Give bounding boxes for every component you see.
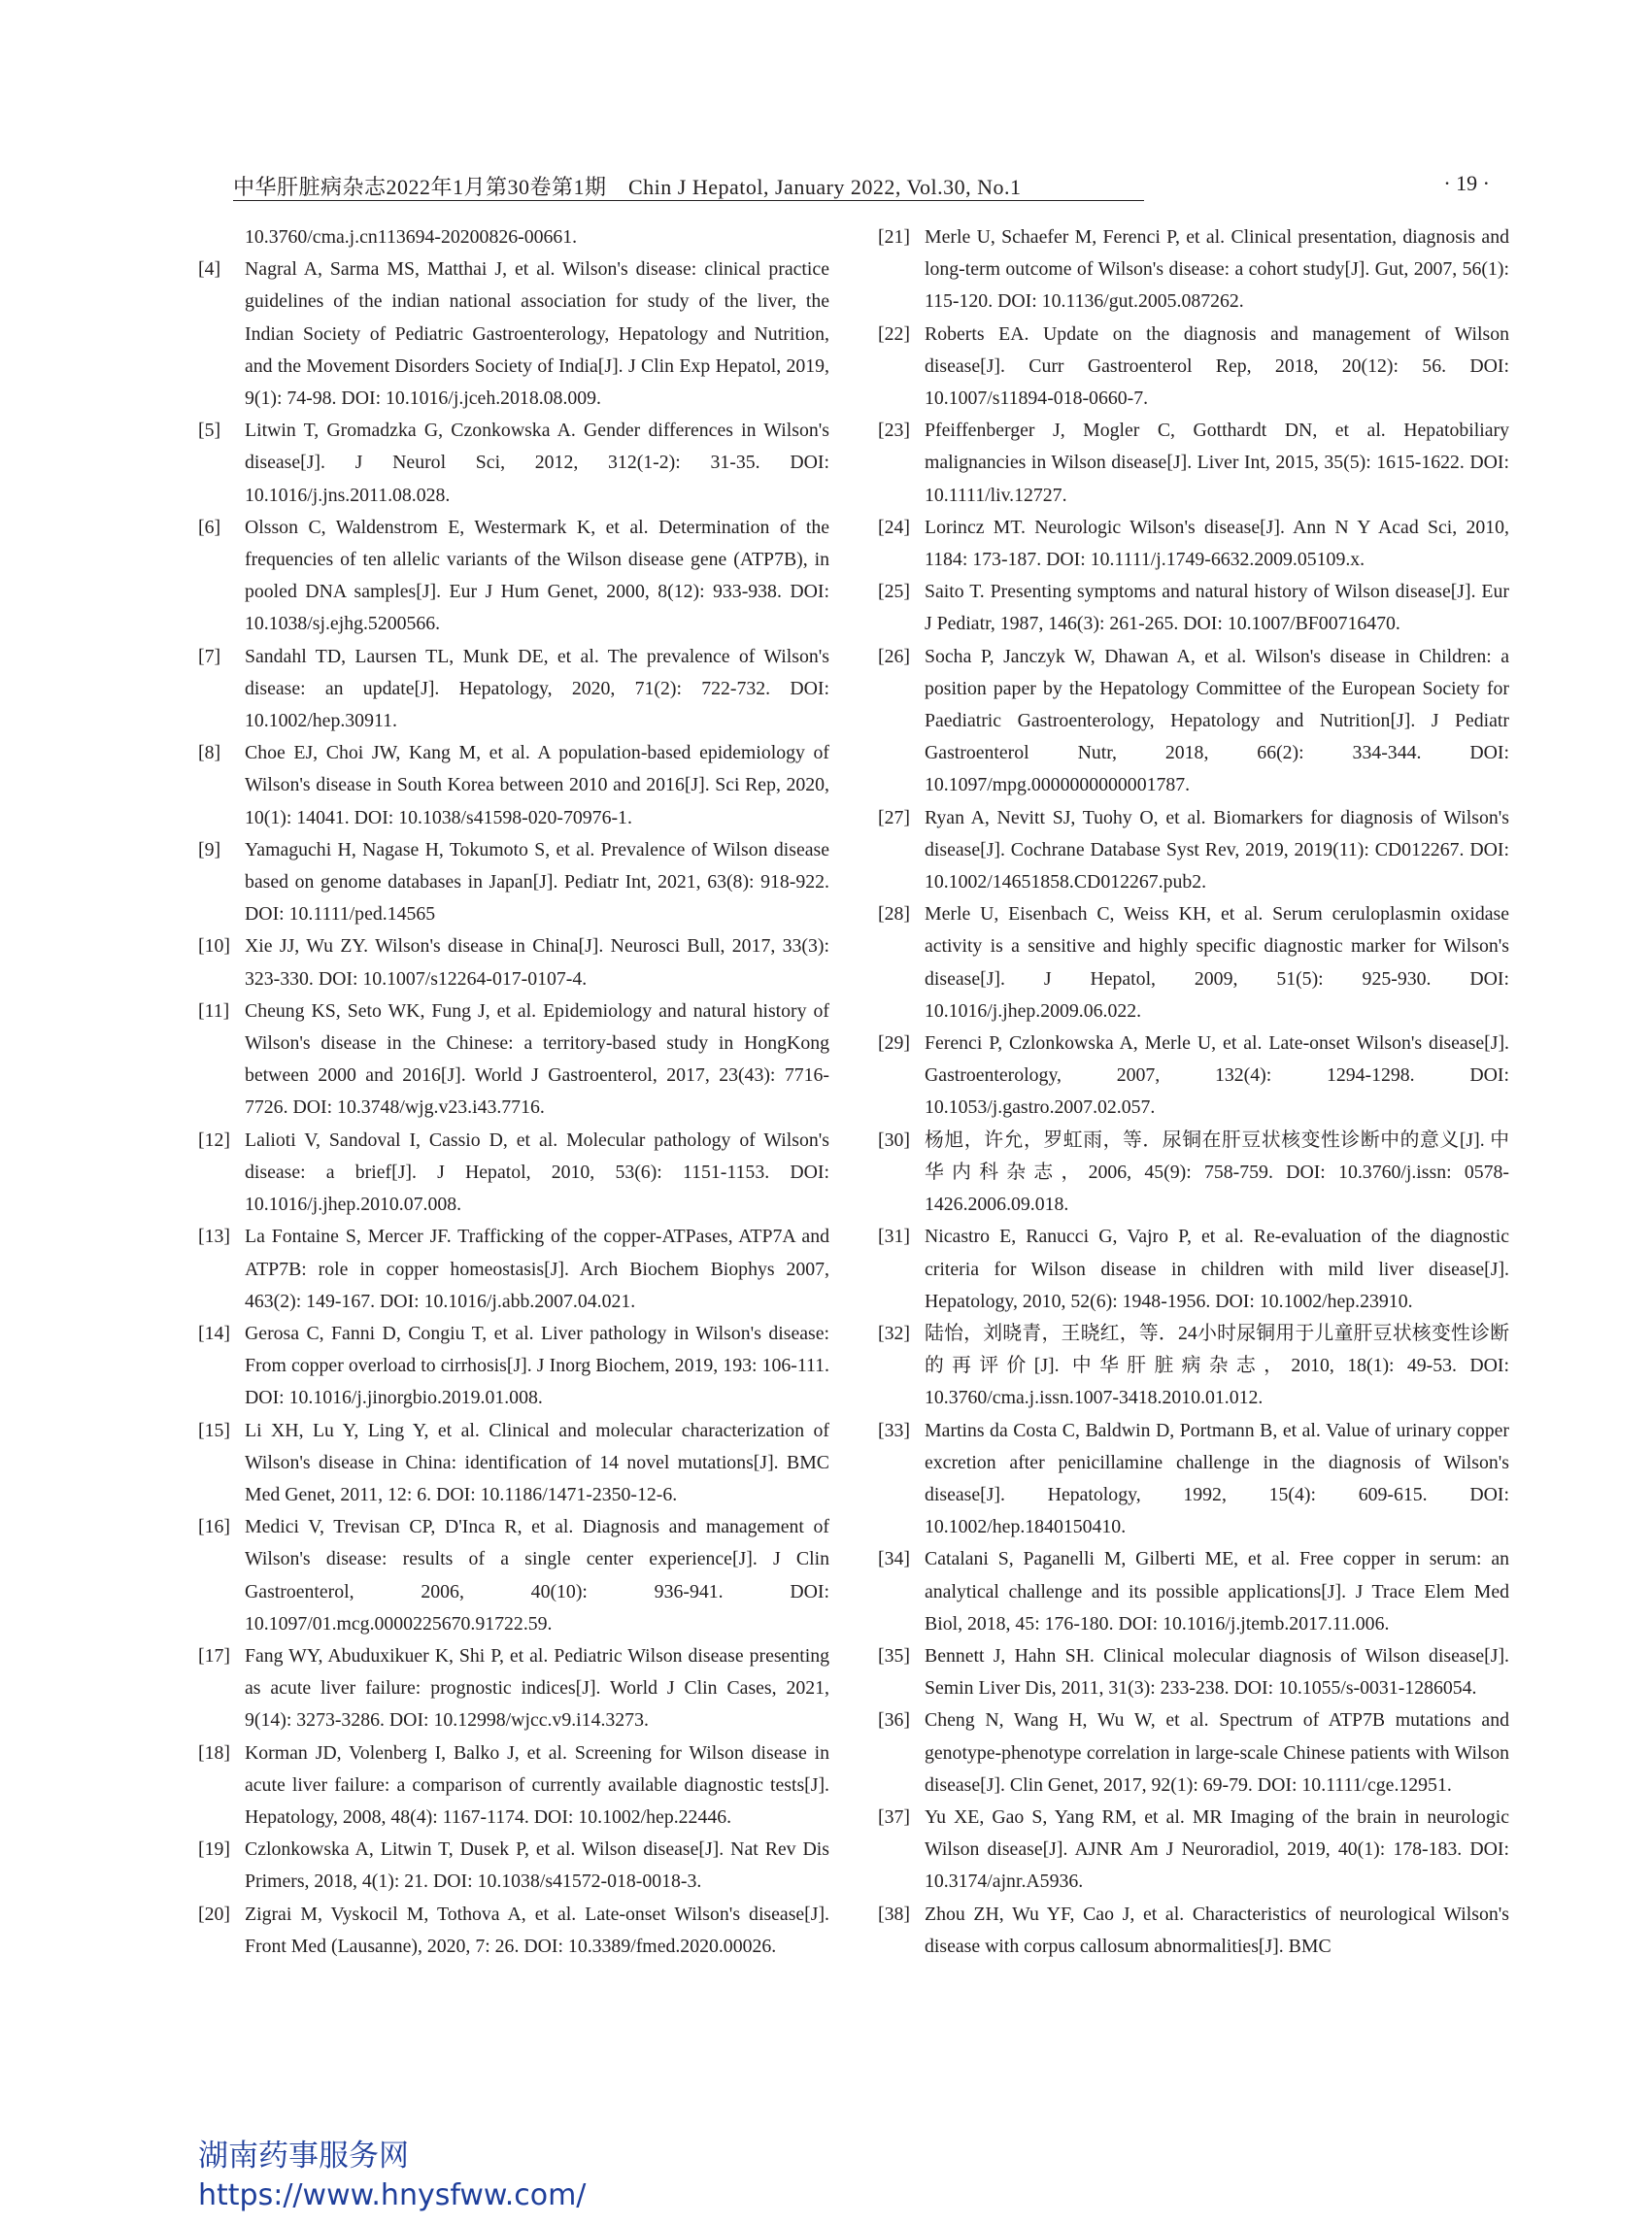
reference-number: [18] xyxy=(198,1741,230,1764)
reference-text: Yu XE, Gao S, Yang RM, et al. MR Imaging of the brain in neurologic Wilson disease[J]. AJNR Am J Neuroradiol, 2019, 40(1): 178-183. DOI: 10.3174/ajnr.A5936. xyxy=(925,1805,1509,1893)
reference-number: [32] xyxy=(878,1322,910,1344)
reference-text: Sandahl TD, Laursen TL, Munk DE, et al. The prevalence of Wilson's disease: an update[J]. Hepatology, 2020, 71(2): 722-732. DOI: 10.1002/hep.30911. xyxy=(245,645,829,732)
reference-number: [23] xyxy=(878,420,910,442)
reference-number: [25] xyxy=(878,581,910,603)
reference-item xyxy=(878,319,1509,416)
reference-number: [35] xyxy=(878,1644,910,1667)
reference-text: Zigrai M, Vyskocil M, Tothova A, et al. Late-onset Wilson's disease[J]. Front Med (Lausanne), 2020, 7: 26. DOI: 10.3389/fmed.2020.00026. xyxy=(245,1903,829,1957)
reference-text: Merle U, Eisenbach C, Weiss KH, et al. Serum ceruloplasmin oxidase activity is a sensitive and highly specific diagnostic marker for Wilson's disease[J]. J Hepatol, 2009, 51(5): 925-930. DOI: 10.1016/j.jhep.2009.06.022. xyxy=(925,903,1509,1022)
reference-item xyxy=(198,1737,829,1835)
reference-number: [37] xyxy=(878,1805,910,1828)
reference-item xyxy=(878,641,1509,802)
reference-number: [22] xyxy=(878,322,910,345)
reference-item xyxy=(198,415,829,512)
reference-number: [34] xyxy=(878,1548,910,1570)
reference-column-right xyxy=(878,221,1509,1963)
reference-text: Olsson C, Waldenstrom E, Westermark K, et al. Determination of the frequencies of ten allelic variants of the Wilson disease gene (ATP7B), in pooled DNA samples[J]. Eur J Hum Genet, 2000, 8(12): 933-938. DOI: 10.1038/sj.ejhg.5200566. xyxy=(245,516,829,635)
reference-item xyxy=(198,1899,829,1963)
reference-item xyxy=(878,898,1509,1028)
reference-text: Fang WY, Abuduxikuer K, Shi P, et al. Pediatric Wilson disease presenting as acute liver failure: prognostic indices[J]. World J Clin Cases, 2021, 9(14): 3273-3286. DOI: 10.12998/wjcc.v9.i14.3273. xyxy=(245,1644,829,1732)
reference-item xyxy=(878,1704,1509,1802)
reference-number: [17] xyxy=(198,1644,230,1667)
reference-item xyxy=(198,253,829,415)
reference-text: Lalioti V, Sandoval I, Cassio D, et al. Molecular pathology of Wilson's disease: a brief[J]. J Hepatol, 2010, 53(6): 1151-1153. DOI: 10.1016/j.jhep.2010.07.008. xyxy=(245,1129,829,1216)
reference-item xyxy=(878,576,1509,640)
reference-item xyxy=(878,1125,1509,1222)
reference-number: [21] xyxy=(878,226,910,248)
reference-text: Litwin T, Gromadzka G, Czonkowska A. Gender differences in Wilson's disease[J]. J Neurol Sci, 2012, 312(1-2): 31-35. DOI: 10.1016/j.jns.2011.08.028. xyxy=(245,420,829,506)
reference-number: [28] xyxy=(878,903,910,926)
reference-item xyxy=(198,930,829,995)
reference-text: Saito T. Presenting symptoms and natural history of Wilson disease[J]. Eur J Pediatr, 1987, 146(3): 261-265. DOI: 10.1007/BF00716470. xyxy=(925,581,1509,635)
reference-number: [9] xyxy=(198,838,221,860)
site-name: 湖南药事服务网 xyxy=(198,2139,409,2174)
reference-number: [7] xyxy=(198,645,221,667)
reference-number: [15] xyxy=(198,1419,230,1441)
reference-number: [26] xyxy=(878,645,910,667)
reference-text: Nagral A, Sarma MS, Matthai J, et al. Wilson's disease: clinical practice guidelines of the indian national association for study of the liver, the Indian Society of Pediatric Gastroenterology, Hepatology and Nutrition, and the Movement Disorders Society of India[J]. J Clin Exp Hepatol, 2019, 9(1): 74-98. DOI: 10.1016/j.jceh.2018.08.009. xyxy=(245,258,829,410)
reference-item xyxy=(878,221,1509,319)
reference-text: Li XH, Lu Y, Ling Y, et al. Clinical and molecular characterization of Wilson's disease in China: identification of 14 novel mutations[J]. BMC Med Genet, 2011, 12: 6. DOI: 10.1186/1471-2350-12-6. xyxy=(245,1419,829,1505)
reference-item xyxy=(198,512,829,641)
reference-text: Catalani S, Paganelli M, Gilberti ME, et al. Free copper in serum: an analytical challenge and its possible applications[J]. J Trace Elem Med Biol, 2018, 45: 176-180. DOI: 10.1016/j.jtemb.2017.11.006. xyxy=(925,1548,1509,1635)
reference-number: [36] xyxy=(878,1709,910,1732)
reference-number: [20] xyxy=(198,1903,230,1925)
reference-continuation xyxy=(198,221,829,253)
reference-item xyxy=(878,1318,1509,1415)
reference-item xyxy=(198,1415,829,1512)
reference-text: Korman JD, Volenberg I, Balko J, et al. Screening for Wilson disease in acute liver failure: a comparison of currently available diagnostic tests[J]. Hepatology, 2008, 48(4): 1167-1174. DOI: 10.1002/hep.22446. xyxy=(245,1741,829,1828)
reference-text: Medici V, Trevisan CP, D'Inca R, et al. Diagnosis and management of Wilson's disease: results of a single center experience[J]. J Clin Gastroenterol, 2006, 40(10): 936-941. DOI: 10.1097/01.mcg.0000225670.91722.59. xyxy=(245,1516,829,1635)
page-number: · 19 · xyxy=(1443,171,1490,195)
site-url-link[interactable]: https://www.hnysfww.com/ xyxy=(198,2178,587,2212)
reference-text: Xie JJ, Wu ZY. Wilson's disease in China[J]. Neurosci Bull, 2017, 33(3): 323-330. DOI: 10.1007/s12264-017-0107-4. xyxy=(245,935,829,990)
watermark-footer xyxy=(198,2139,586,2213)
reference-item xyxy=(878,1028,1509,1125)
reference-item xyxy=(198,737,829,834)
reference-item xyxy=(878,1802,1509,1899)
reference-item xyxy=(198,1640,829,1737)
reference-number: [14] xyxy=(198,1322,230,1344)
reference-item xyxy=(878,1415,1509,1544)
reference-text: Yamaguchi H, Nagase H, Tokumoto S, et al. Prevalence of Wilson disease based on genome databases in Japan[J]. Pediatr Int, 2021, 63(8): 918-922. DOI: 10.1111/ped.14565 xyxy=(245,838,829,926)
reference-number: [8] xyxy=(198,742,221,764)
journal-title: 中华肝脏病杂志2022年1月第30卷第1期 Chin J Hepatol, January 2022, Vol.30, No.1 xyxy=(233,175,1022,199)
reference-text: Roberts EA. Update on the diagnosis and management of Wilson disease[J]. Curr Gastroenterol Rep, 2018, 20(12): 56. DOI: 10.1007/s11894-018-0660-7. xyxy=(925,322,1509,410)
reference-number: [19] xyxy=(198,1838,230,1861)
reference-text: 杨旭，许允，罗虹雨，等．尿铜在肝豆状核变性诊断中的意义[J]. 中华内科杂志，2006, 45(9): 758-759. DOI: 10.3760/j.issn: 0578-1426.2006.09.018. xyxy=(925,1129,1509,1216)
reference-number: [4] xyxy=(198,258,221,281)
reference-column-left xyxy=(198,221,829,1963)
reference-text: Socha P, Janczyk W, Dhawan A, et al. Wilson's disease in Children: a position paper by the Hepatology Committee of the European Society for Paediatric Gastroenterology, Hepatology and Nutrition[J]. J Pediatr Gastroenterol Nutr, 2018, 66(2): 334-344. DOI: 10.1097/mpg.0000000000001787. xyxy=(925,645,1509,796)
reference-text: Merle U, Schaefer M, Ferenci P, et al. Clinical presentation, diagnosis and long-term outcome of Wilson's disease: a cohort study[J]. Gut, 2007, 56(1): 115-120. DOI: 10.1136/gut.2005.087262. xyxy=(925,226,1509,313)
reference-text: Cheung KS, Seto WK, Fung J, et al. Epidemiology and natural history of Wilson's disease in the Chinese: a territory-based study in HongKong between 2000 and 2016[J]. World J Gastroenterol, 2017, 23(43): 7716-7726. DOI: 10.3748/wjg.v23.i43.7716. xyxy=(245,999,829,1119)
reference-text: Lorincz MT. Neurologic Wilson's disease[J]. Ann N Y Acad Sci, 2010, 1184: 173-187. DOI: 10.1111/j.1749-6632.2009.05109.x. xyxy=(925,516,1509,571)
reference-number: [11] xyxy=(198,999,230,1022)
reference-number: [5] xyxy=(198,420,221,442)
reference-number: [30] xyxy=(878,1129,910,1151)
reference-item xyxy=(198,641,829,738)
header-rule xyxy=(233,200,1144,201)
reference-item xyxy=(878,1899,1509,1963)
reference-text: Zhou ZH, Wu YF, Cao J, et al. Characteristics of neurological Wilson's disease with corpus callosum abnormalities[J]. BMC xyxy=(925,1903,1509,1957)
reference-item xyxy=(878,802,1509,899)
reference-item xyxy=(878,415,1509,512)
reference-number: [38] xyxy=(878,1903,910,1925)
reference-item xyxy=(198,995,829,1125)
reference-text: Bennett J, Hahn SH. Clinical molecular diagnosis of Wilson disease[J]. Semin Liver Dis, 2011, 31(3): 233-238. DOI: 10.1055/s-0031-1286054. xyxy=(925,1644,1509,1700)
reference-text: Choe EJ, Choi JW, Kang M, et al. A population-based epidemiology of Wilson's disease in South Korea between 2010 and 2016[J]. Sci Rep, 2020, 10(1): 14041. DOI: 10.1038/s41598-020-70976-1. xyxy=(245,742,829,828)
reference-item xyxy=(878,1640,1509,1704)
reference-text: Czlonkowska A, Litwin T, Dusek P, et al. Wilson disease[J]. Nat Rev Dis Primers, 2018, 4(1): 21. DOI: 10.1038/s41572-018-0018-3. xyxy=(245,1838,829,1893)
reference-item xyxy=(198,1125,829,1222)
reference-number: [13] xyxy=(198,1226,230,1248)
reference-text: 10.3760/cma.j.cn113694-20200826-00661. xyxy=(245,226,578,248)
reference-number: [16] xyxy=(198,1516,230,1538)
reference-number: [27] xyxy=(878,806,910,828)
reference-number: [24] xyxy=(878,516,910,538)
reference-number: [29] xyxy=(878,1032,910,1055)
reference-number: [12] xyxy=(198,1129,230,1151)
reference-text: Ferenci P, Czlonkowska A, Merle U, et al. Late-onset Wilson's disease[J]. Gastroenterology, 2007, 132(4): 1294-1298. DOI: 10.1053/j.gastro.2007.02.057. xyxy=(925,1032,1509,1119)
reference-text: 陆怡，刘晓青，王晓红，等．24小时尿铜用于儿童肝豆状核变性诊断的再评价[J]. 中华肝脏病杂志，2010, 18(1): 49-53. DOI: 10.3760/cma.j.issn.1007-3418.2010.01.012. xyxy=(925,1322,1509,1409)
reference-number: [31] xyxy=(878,1226,910,1248)
reference-text: Pfeiffenberger J, Mogler C, Gotthardt DN, et al. Hepatobiliary malignancies in Wilson disease[J]. Liver Int, 2015, 35(5): 1615-1622. DOI: 10.1111/liv.12727. xyxy=(925,420,1509,506)
reference-item xyxy=(198,1318,829,1415)
reference-item xyxy=(198,834,829,931)
reference-number: [33] xyxy=(878,1419,910,1441)
reference-item xyxy=(878,1221,1509,1318)
reference-item xyxy=(198,1834,829,1898)
reference-text: La Fontaine S, Mercer JF. Trafficking of the copper-ATPases, ATP7A and ATP7B: role in copper homeostasis[J]. Arch Biochem Biophys 2007, 463(2): 149-167. DOI: 10.1016/j.abb.2007.04.021. xyxy=(245,1226,829,1312)
reference-item xyxy=(198,1221,829,1318)
reference-number: [6] xyxy=(198,516,221,538)
reference-text: Cheng N, Wang H, Wu W, et al. Spectrum of ATP7B mutations and genotype-phenotype correlation in large-scale Chinese patients with Wilson disease[J]. Clin Genet, 2017, 92(1): 69-79. DOI: 10.1111/cge.12951. xyxy=(925,1709,1509,1796)
reference-number: [10] xyxy=(198,935,230,958)
reference-text: Martins da Costa C, Baldwin D, Portmann B, et al. Value of urinary copper excretion after penicillamine challenge in the diagnosis of Wilson's disease[J]. Hepatology, 1992, 15(4): 609-615. DOI: 10.1002/hep.1840150410. xyxy=(925,1419,1509,1538)
reference-item xyxy=(878,512,1509,576)
reference-text: Gerosa C, Fanni D, Congiu T, et al. Liver pathology in Wilson's disease: From copper overload to cirrhosis[J]. J Inorg Biochem, 2019, 193: 106-111. DOI: 10.1016/j.jinorgbio.2019.01.008. xyxy=(245,1322,829,1409)
reference-item xyxy=(878,1543,1509,1640)
reference-item xyxy=(198,1511,829,1640)
reference-text: Ryan A, Nevitt SJ, Tuohy O, et al. Biomarkers for diagnosis of Wilson's disease[J]. Cochrane Database Syst Rev, 2019, 2019(11): CD012267. DOI: 10.1002/14651858.CD012267.pub2. xyxy=(925,806,1509,893)
reference-text: Nicastro E, Ranucci G, Vajro P, et al. Re-evaluation of the diagnostic criteria for Wilson disease in children with mild liver disease[J]. Hepatology, 2010, 52(6): 1948-1956. DOI: 10.1002/hep.23910. xyxy=(925,1226,1509,1312)
running-header xyxy=(233,171,1496,204)
